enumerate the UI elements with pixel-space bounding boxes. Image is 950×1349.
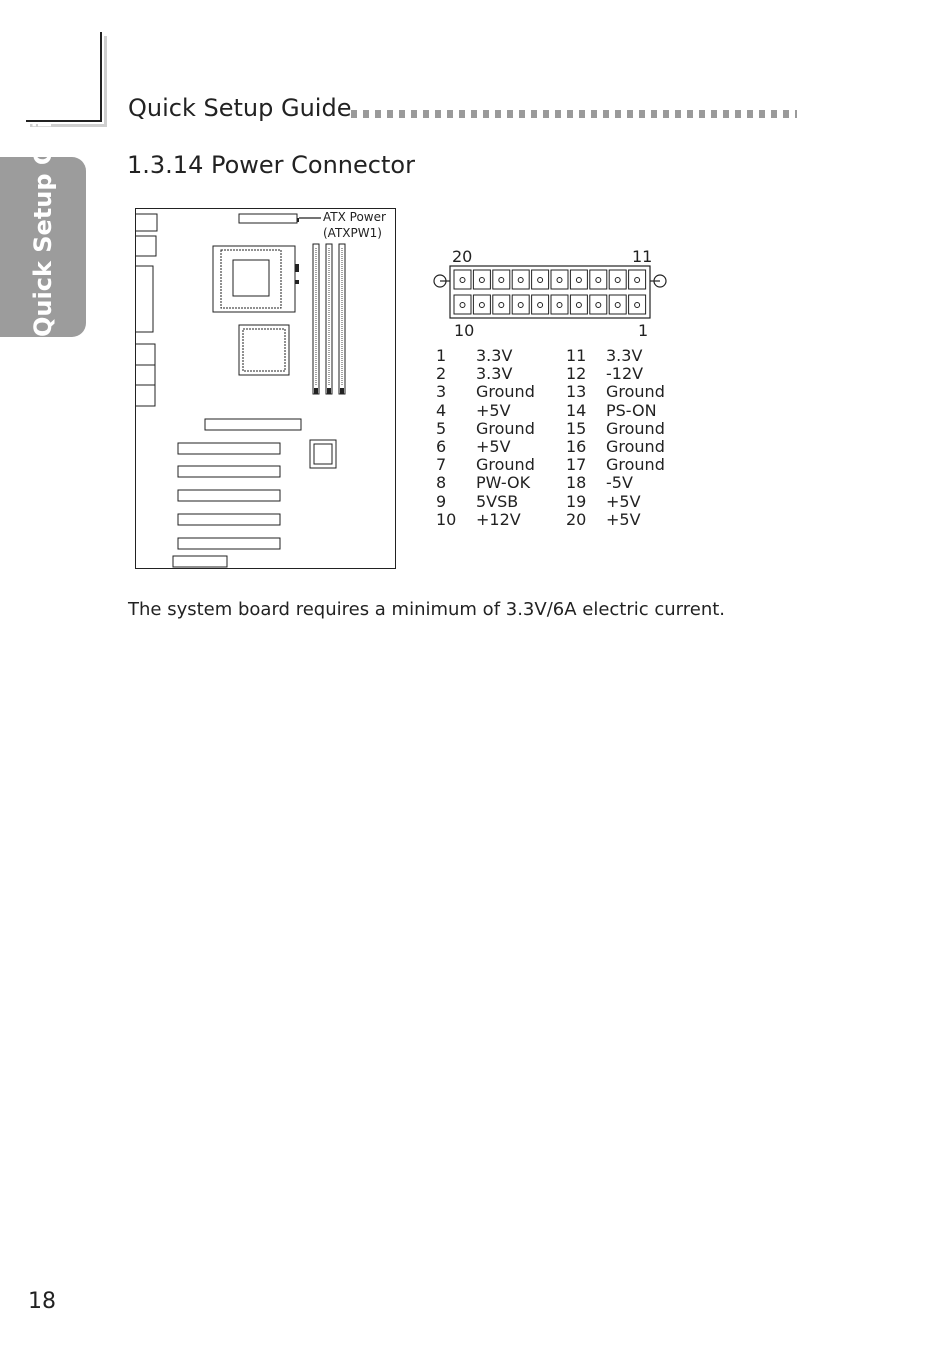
connector-pin-hole — [499, 278, 504, 283]
connector-pin-hole — [518, 303, 523, 308]
body-text: The system board requires a minimum of 3.3V/6A electric current. — [128, 599, 726, 620]
side-tab-label-text: Quick Setup Guide — [29, 86, 57, 337]
pin-signal: Ground — [606, 455, 665, 475]
pin-signal: Ground — [606, 437, 665, 456]
corner-mark-shadow-vertical — [104, 36, 107, 126]
connector-pin — [551, 270, 568, 289]
pin-number: 8 — [436, 473, 447, 493]
connector-pin-hole — [538, 303, 543, 308]
pin-number: 7 — [436, 455, 447, 475]
corner-mark-vertical — [100, 32, 102, 122]
pin-signal: 3.3V — [476, 346, 513, 365]
connector-pin-hole — [479, 303, 484, 308]
connector-pin — [512, 295, 529, 314]
page-number: 18 — [28, 1289, 56, 1314]
connector-pin — [609, 270, 626, 289]
connector-pin — [590, 270, 607, 289]
connector-pin — [493, 295, 510, 314]
side-tab-label — [29, 86, 57, 337]
pin-signal: PS-ON — [606, 400, 657, 420]
connector-pin — [512, 270, 529, 289]
atx-power-header — [239, 214, 297, 223]
pin-signal: Ground — [476, 382, 535, 402]
back-panel-ps2 — [135, 214, 157, 231]
pin-signal: 5VSB — [476, 491, 519, 511]
pin-number: 15 — [566, 418, 587, 438]
pin-number: 2 — [436, 364, 447, 384]
pin-signal: 3.3V — [606, 346, 643, 365]
connector-pin — [551, 295, 568, 314]
header-dotted-rule — [351, 110, 797, 118]
pin-number: 3 — [436, 382, 447, 402]
connector-pin-hole — [557, 278, 562, 283]
connector-pin-hole — [635, 303, 640, 308]
connector-pin-hole — [576, 278, 581, 283]
connector-pin-hole — [615, 303, 620, 308]
connector-pin — [493, 270, 510, 289]
pin-signal: 3.3V — [476, 364, 513, 384]
pin-label-1: 1 — [638, 321, 649, 340]
atx-power-label: ATX Power — [323, 210, 386, 224]
connector-pin — [629, 270, 646, 289]
pin-signal: -5V — [606, 473, 633, 493]
pci-slot-4 — [178, 514, 280, 525]
pin-label-11: 11 — [632, 247, 653, 266]
pin-signal: Ground — [606, 418, 665, 438]
atx-connector-diagram — [432, 246, 672, 342]
connector-pin-hole — [615, 278, 620, 283]
pin-signal: Ground — [476, 455, 535, 475]
back-panel-audio — [135, 344, 155, 406]
pci-slot-1 — [178, 443, 280, 454]
connector-pin — [570, 270, 587, 289]
cpu-socket — [213, 246, 295, 312]
connector-pin-hole — [460, 278, 465, 283]
connector-housing — [450, 266, 650, 318]
motherboard-diagram — [135, 208, 396, 569]
connector-pin-hole — [538, 278, 543, 283]
pin-signal: PW-OK — [476, 473, 531, 493]
pin-signal: +5V — [606, 509, 641, 529]
side-tab — [0, 86, 86, 337]
connector-pin-hole — [596, 303, 601, 308]
pin-signal: +5V — [476, 400, 511, 420]
pin-number: 13 — [566, 382, 587, 402]
connector-pin-hole — [518, 278, 523, 283]
pin-number: 1 — [436, 346, 447, 365]
back-panel-usb — [135, 236, 156, 256]
pin-signal: +5V — [476, 437, 511, 456]
pin-signal: +5V — [606, 491, 641, 511]
pin-signal: +12V — [476, 509, 521, 529]
connector-pin — [532, 295, 549, 314]
connector-pin — [473, 295, 490, 314]
connector-pin — [532, 270, 549, 289]
pci-slot-3 — [178, 490, 280, 501]
pin-label-10: 10 — [454, 321, 475, 340]
connector-pin-hole — [460, 303, 465, 308]
pin-number: 14 — [566, 400, 587, 420]
connector-pin-hole — [479, 278, 484, 283]
pci-slot-5 — [178, 538, 280, 549]
connector-pin-hole — [557, 303, 562, 308]
isa-slot — [173, 556, 227, 567]
connector-pin — [609, 295, 626, 314]
atx-power-sublabel: (ATXPW1) — [323, 226, 382, 240]
connector-pin-hole — [635, 278, 640, 283]
connector-pin-hole — [499, 303, 504, 308]
pin-signal: -12V — [606, 364, 644, 384]
pci-slot-2 — [178, 466, 280, 477]
back-panel-ports — [135, 266, 153, 332]
connector-pin-hole — [596, 278, 601, 283]
pin-signal: Ground — [606, 382, 665, 402]
pin-number: 20 — [566, 509, 587, 529]
pin-number: 12 — [566, 364, 587, 384]
connector-pin — [590, 295, 607, 314]
connector-pin — [454, 295, 471, 314]
connector-pin — [570, 295, 587, 314]
pin-number: 11 — [566, 346, 587, 365]
connector-pin — [629, 295, 646, 314]
pin-number: 4 — [436, 400, 447, 420]
connector-pin-hole — [576, 303, 581, 308]
pin-number: 19 — [566, 491, 587, 511]
pin-number: 18 — [566, 473, 587, 493]
pin-number: 9 — [436, 491, 447, 511]
pin-number: 17 — [566, 455, 587, 475]
connector-pin — [473, 270, 490, 289]
pin-number: 10 — [436, 509, 457, 529]
north-bridge-chip — [239, 325, 289, 375]
section-title: 1.3.14 Power Connector — [127, 151, 415, 179]
pin-number: 16 — [566, 437, 587, 456]
pin-signal: Ground — [476, 418, 535, 438]
connector-pin — [454, 270, 471, 289]
pin-number: 5 — [436, 418, 447, 438]
pin-label-20: 20 — [452, 247, 473, 266]
agp-slot — [205, 419, 301, 430]
pin-number: 6 — [436, 437, 447, 456]
page-header-title: Quick Setup Guide — [128, 94, 352, 122]
